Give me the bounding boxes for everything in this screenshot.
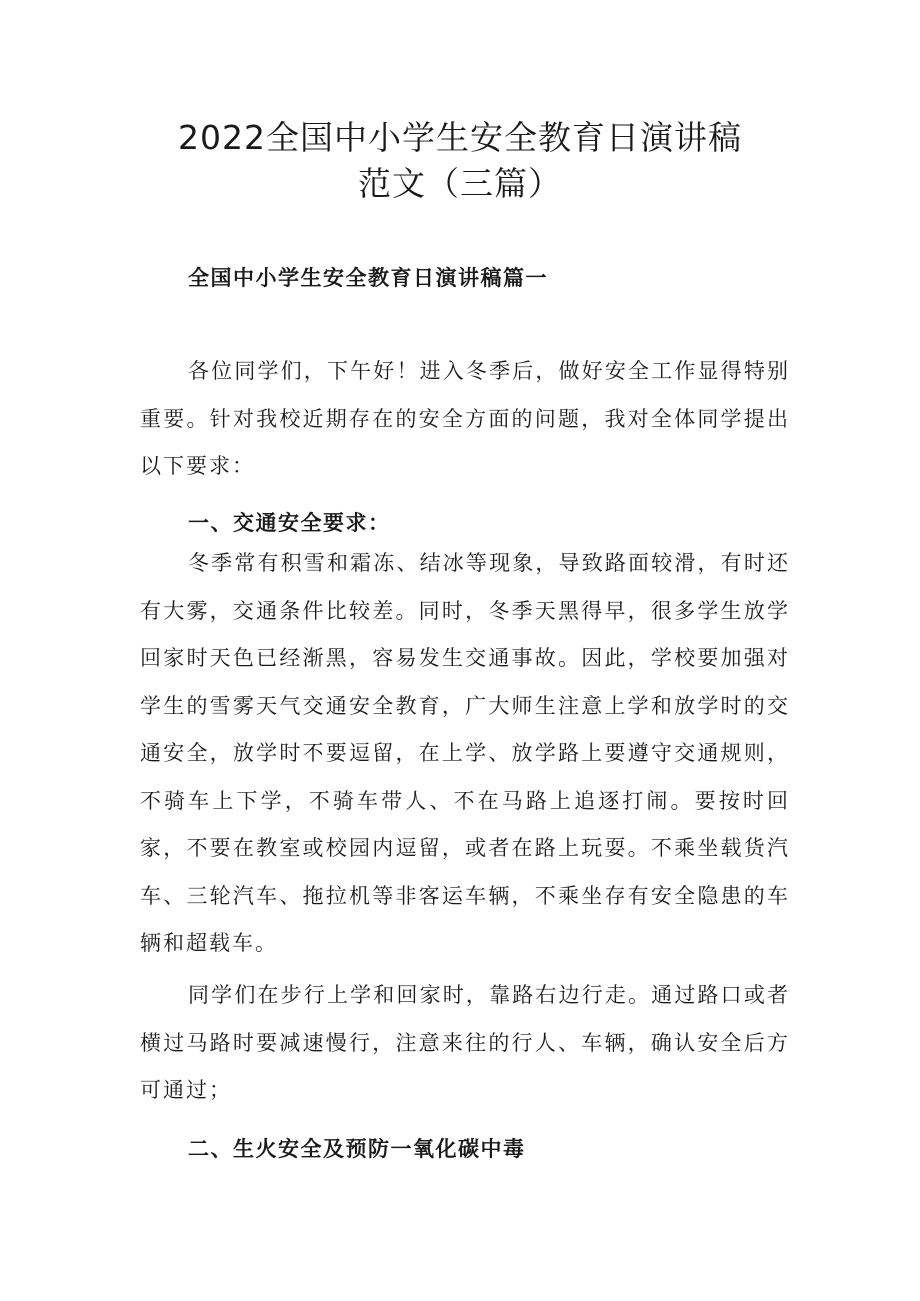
document-title-line-1: 2022全国中小学生安全教育日演讲稿 [178,118,742,157]
document-title-line-2: 范文（三篇） [358,164,562,203]
section-1-paragraph-1: 冬季常有积雪和霜冻、结冰等现象，导致路面较滑，有时还有大雾，交通条件比较差。同时，冬季天黑得早，很多学生放学回家时天色已经渐黑，容易发生交通事故。因此，学校要加强对学生的雪雾天气交通安全教育，广大师生注意上学和放学时的交通安全，放学时不要逗留，在上学、放学路上要遵守交通规则，不骑车上下学，不骑车带人、不在马路上追逐打闹。要按时回家，不要在教室或校园内逗留，或者在路上玩耍。不乘坐载货汽车、三轮汽车、拖拉机等非客运车辆，不乘坐存有安全隐患的车辆和超载车。 [140,551,790,955]
part-heading: 全国中小学生安全教育日演讲稿篇一 [188,266,548,290]
section-1-paragraph-2: 同学们在步行上学和回家时，靠路右边行走。通过路口或者横过马路时要减速慢行，注意来往的行人、车辆，确认安全后方可通过； [140,983,790,1102]
section-2-heading: 二、生火安全及预防一氧化碳中毒 [188,1137,526,1161]
intro-paragraph: 各位同学们，下午好！进入冬季后，做好安全工作显得特别重要。针对我校近期存在的安全方面的问题，我对全体同学提出以下要求： [140,359,790,478]
section-1-heading: 一、交通安全要求： [188,511,391,535]
